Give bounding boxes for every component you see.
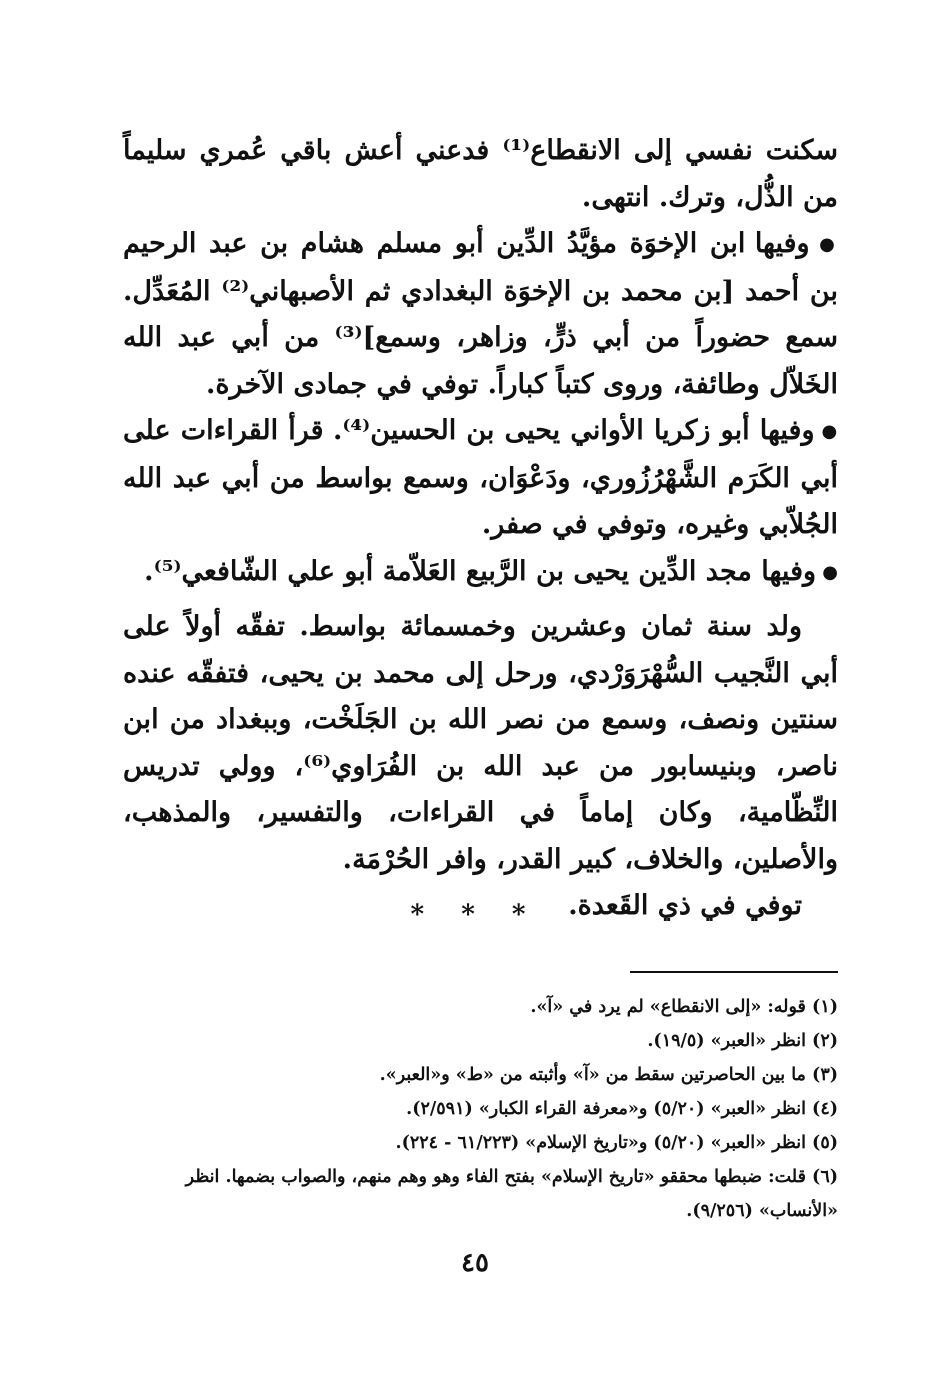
footnote-3: (٣) ما بين الحاصرتين سقط من «آ» وأثبته من «ط» و«العبر».	[379, 1065, 838, 1085]
footnote-5: (٥) انظر «العبر» (٥/٢٠) و«تاريخ الإسلام» (٦١/٢٢٣ - ٢٢٤).	[395, 1133, 838, 1153]
paragraph-5: ولد سنة ثمان وعشرين وخمسمائة بواسط. تفقّه أولاً على أبي النَّجيب السُّهْرَوَرْدي، ورحل إلى محمد بن يحيى، فتفقّه عنده سنتين ونصف، وسمع من نصر الله بن الجَلَخْت، وببغداد من ابن ناصر، وبنيسابور من عبد الله بن الفُرَاوي⁽⁶⁾، وولي تدريس النِّظّامية، وكان إماماً في القراءات، والتفسير، والمذهب، والأصلين، والخلاف، كبير القدر، وافر الحُرْمَة.	[123, 611, 839, 875]
footnote-1: (١) قوله: «إلى الانقطاع» لم يرد في «آ».	[530, 997, 838, 1017]
paragraph-2: ● وفيها ابن الإخوَة مؤيَّدُ الدِّين أبو مسلم هشام بن عبد الرحيم بن أحمد [بن محمد بن الإخوَة البغدادي ثم الأصبهاني⁽²⁾ المُعَدِّل. سمع حضوراً من أبي ذرٍّ، وزاهر، وسمع]⁽³⁾ من أبي عبد الله الخَلاّل وطائفة، وروى كتباً كباراً. توفي في جمادى الآخرة.	[123, 221, 838, 408]
main-text	[123, 128, 838, 930]
footnote-rule	[630, 971, 838, 973]
footnote-2: (٢) انظر «العبر» (١٩/٥).	[647, 1031, 838, 1051]
paragraph-3: ● وفيها أبو زكريا الأواني يحيى بن الحسين⁽⁴⁾. قرأ القراءات على أبي الكَرَم الشَّهْرُزُوري، ودَعْوَان، وسمع بواسط من أبي عبد الله الجُلاّبي وغيره، وتوفي في صفر.	[123, 408, 838, 549]
paragraph-6: توفي في ذي القَعدة.	[568, 890, 802, 921]
section-separator: * * *	[410, 900, 540, 930]
paragraph-4: ● وفيها مجد الدِّين يحيى بن الرَّبيع العَلاّمة أبو علي الشّافعي⁽⁵⁾.	[123, 549, 838, 597]
footnote-4: (٤) انظر «العبر» (٥/٢٠) و«معرفة القراء الكبار» (٢/٥٩١).	[406, 1099, 838, 1119]
page-number: ٤٥	[461, 1248, 489, 1278]
footnotes	[123, 990, 838, 1228]
paragraph-1: سكنت نفسي إلى الانقطاع⁽¹⁾ فدعني أعش باقي عُمري سليماً من الذُّل، وترك. انتهى.	[123, 135, 838, 213]
footnote-6: (٦) قلت: ضبطها محققو «تاريخ الإسلام» بفتح الفاء وهو وهم منهم، والصواب بضمها. انظر «الأنساب» (٩/٢٥٦).	[185, 1167, 838, 1221]
